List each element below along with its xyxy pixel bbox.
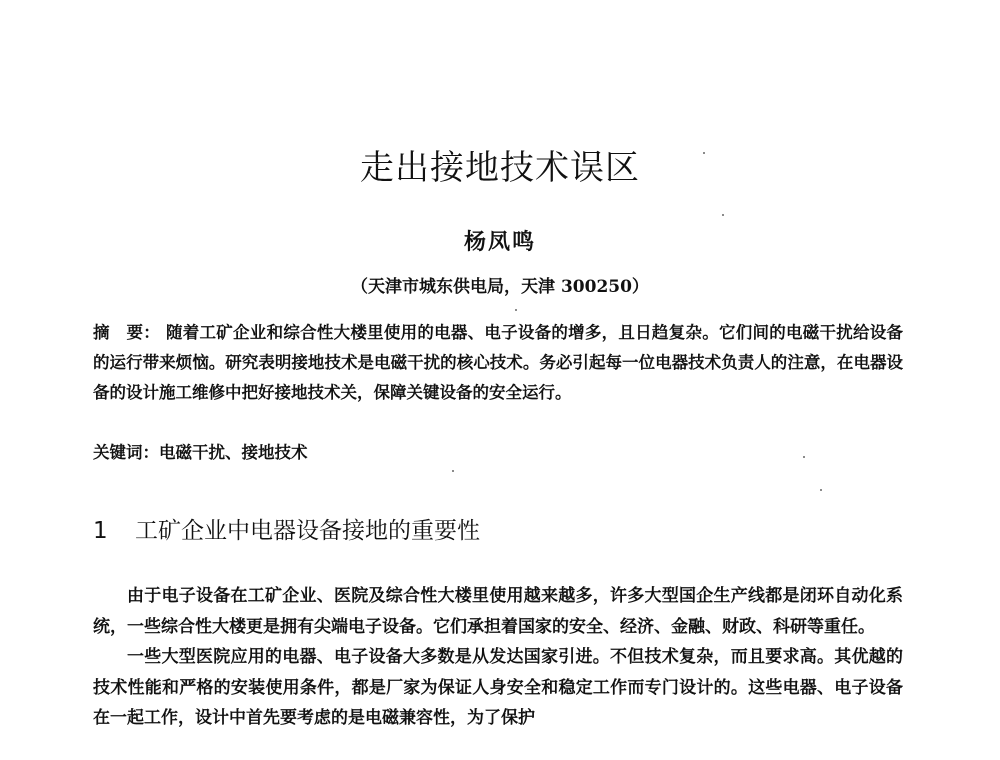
paper-title: 走出接地技术误区 <box>360 148 640 188</box>
body-paragraph: 一些大型医院应用的电器、电子设备大多数是从发达国家引进。不但技术复杂，而且要求高。其优越的技术性能和严格的安装使用条件，都是厂家为保证人身安全和稳定工作而专门设计的。这些电器、电子设备在一起工作，设计中首先要考虑的是电磁兼容性，为了保护 <box>93 647 903 728</box>
abstract-text: 随着工矿企业和综合性大楼里使用的电器、电子设备的增多，且日趋复杂。它们间的电磁干扰给设备的运行带来烦恼。研究表明接地技术是电磁干扰的核心技术。务必引起每一位电器技术负责人的注意，在电器设备的设计施工维修中把好接地技术关，保障关键设备的安全运行。 <box>93 323 904 402</box>
scan-speck <box>820 489 822 491</box>
keywords-label: 关键词： <box>93 443 159 462</box>
scan-speck <box>515 309 517 311</box>
scan-speck <box>722 214 724 216</box>
body-paragraph: 由于电子设备在工矿企业、医院及综合性大楼里使用越来越多，许多大型国企生产线都是闭环自动化系统，一些综合性大楼更是拥有尖端电子设备。它们承担着国家的安全、经济、金融、财政、科研等重任。 <box>93 586 903 637</box>
section-title: 工矿企业中电器设备接地的重要性 <box>135 518 480 544</box>
scan-speck <box>703 152 705 154</box>
section-body <box>93 581 903 734</box>
abstract <box>93 318 903 408</box>
section-heading <box>93 512 903 545</box>
scan-speck <box>452 470 454 472</box>
abstract-label: 摘 要： <box>93 323 161 342</box>
author-affiliation: （天津市城东供电局，天津 300250） <box>351 277 649 297</box>
section-number: 1 <box>93 518 108 544</box>
keywords-text: 电磁干扰、接地技术 <box>159 443 308 462</box>
keywords <box>93 438 903 468</box>
author-name: 杨凤鸣 <box>463 229 536 255</box>
scan-speck <box>803 456 805 458</box>
